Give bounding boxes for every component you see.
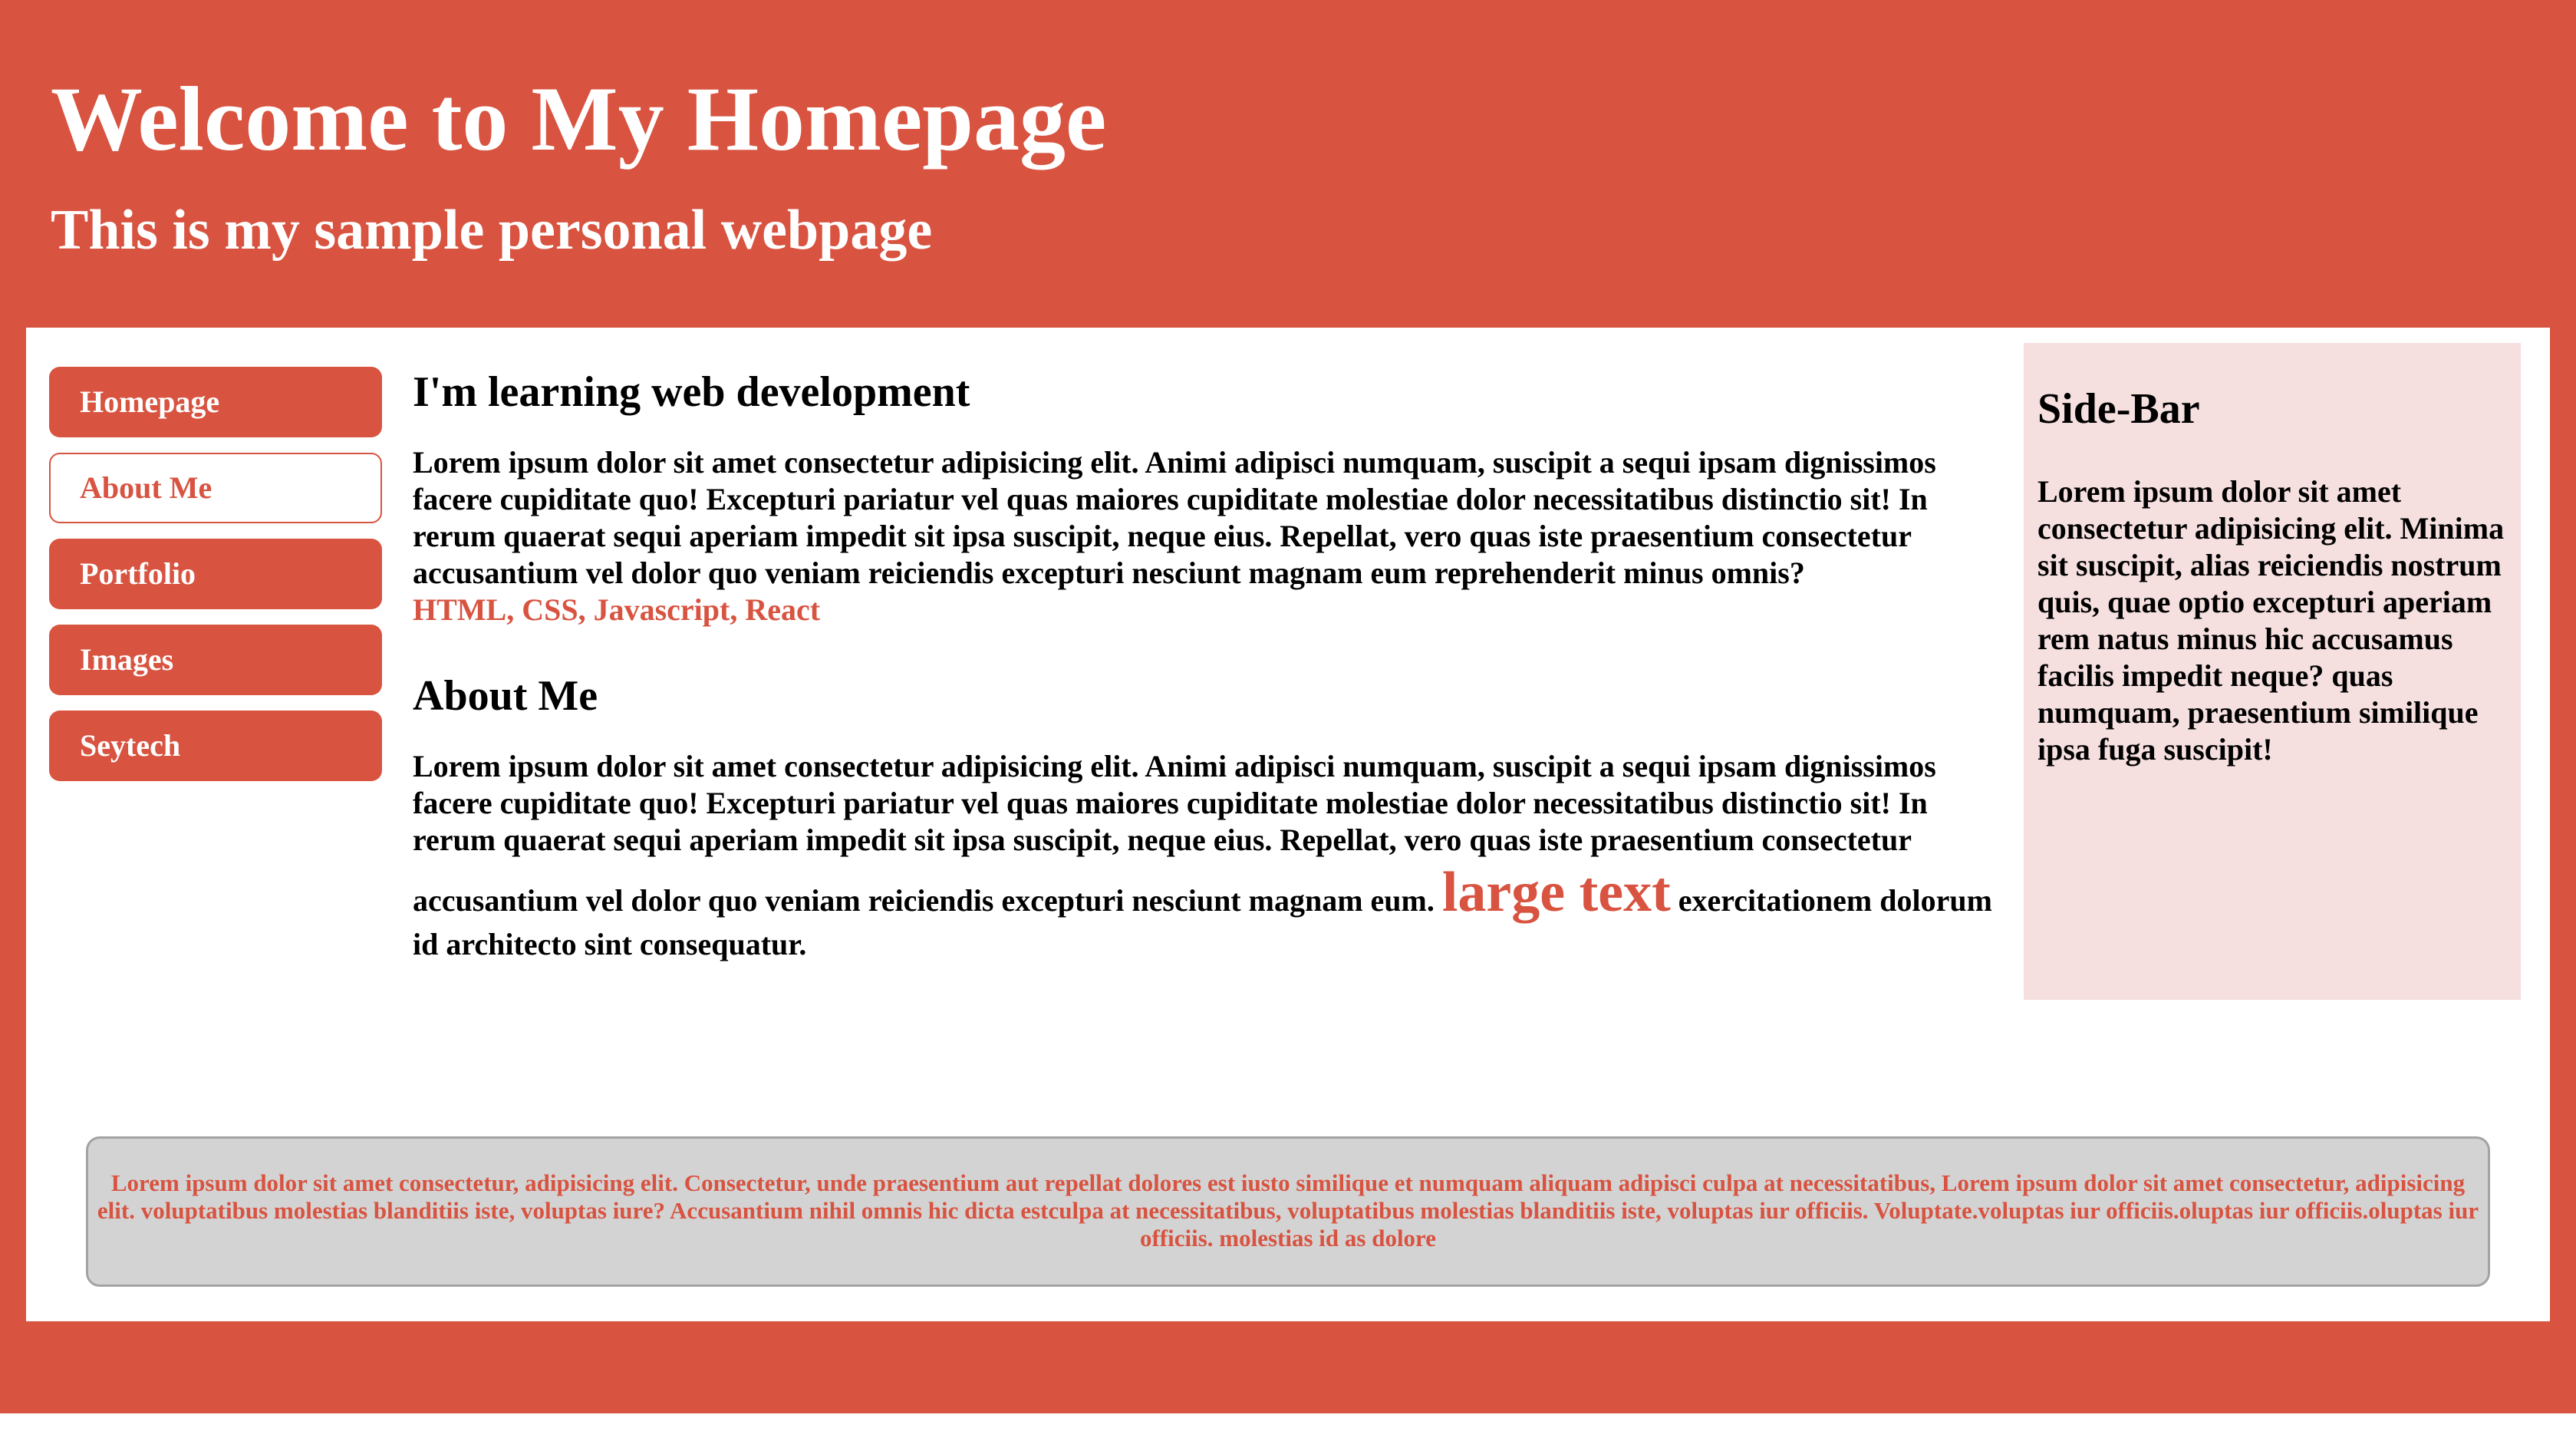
sidebar [2024,343,2521,1000]
nav-menu [49,367,382,796]
sidebar-paragraph: Lorem ipsum dolor sit amet consectetur adipisicing elit. Minima sit suscipit, alias reiciendis nostrum quis, quae optio excepturi aperiam rem natus minus hic accusamus facilis impedit neque? quas numquam, praesentium similique ipsa fuga suscipit! [2037,474,2505,767]
main-content [413,361,1993,963]
nav-item-about-me[interactable]: About Me [49,453,382,523]
nav-item-images[interactable]: Images [49,625,382,695]
sidebar-heading: Side-Bar [2037,385,2200,433]
content-container [26,328,2550,1321]
about-paragraph [413,748,1993,963]
nav-item-seytech[interactable]: Seytech [49,711,382,781]
footer-text: Lorem ipsum dolor sit amet consectetur, adipisicing elit. Consectetur, unde praesentium aut repellat dolores est iusto similique et numquam aliquam adipisci culpa at necessitatibus, Lorem ipsum dolor sit amet consectetur, adipisicing elit. voluptatibus molestias blanditiis iste, voluptas iure? Accusantium nihil omnis hic dicta estculpa at necessitatibus, voluptatibus molestias blanditiis iste, voluptas iur officiis. Voluptate.voluptas iur officiis.oluptas iur officiis.oluptas iur officiis. molestias id as dolore [97,1169,2479,1251]
about-heading: About Me [413,672,598,720]
about-section [413,665,1993,963]
page-title: Welcome to My Homepage [51,68,1107,170]
learning-section [413,361,1993,628]
footer [86,1136,2490,1287]
learning-paragraph: Lorem ipsum dolor sit amet consectetur adipisicing elit. Animi adipisci numquam, suscipit a sequi ipsam dignissimos facere cupiditate quo! Excepturi pariatur vel quas maiores cupiditate molestiae dolor necessitatibus distinctio sit! In rerum quaerat sequi aperiam impedit sit ipsa suscipit, neque eius. Repellat, vero quas iste praesentium consectetur accusantium vel dolor quo veniam reiciendis excepturi nesciunt magnam eum reprehenderit minus omnis? [413,445,1936,590]
learning-heading: I'm learning web development [413,368,970,416]
about-paragraph-text: Lorem ipsum dolor sit amet consectetur adipisicing elit. Animi adipisci numquam, suscipit a sequi ipsam dignissimos facere cupiditate quo! Excepturi pariatur vel quas maiores cupiditate molestiae dolor necessitatibus distinctio sit! In rerum quaerat sequi aperiam impedit sit ipsa suscipit, neque eius. Repellat, vero quas iste praesentium consectetur accusantium vel dolor quo veniam reiciendis excepturi nesciunt magnam eum. [413,749,1936,918]
about-paragraph-end: exercitationem dolorum id architecto sint consequatur. [413,883,1992,961]
skills-list: HTML, CSS, Javascript, React [413,592,821,627]
nav-item-portfolio[interactable]: Portfolio [49,539,382,609]
large-text: large text [1441,861,1671,924]
nav-item-homepage[interactable]: Homepage [49,367,382,437]
page-subtitle: This is my sample personal webpage [51,199,933,262]
